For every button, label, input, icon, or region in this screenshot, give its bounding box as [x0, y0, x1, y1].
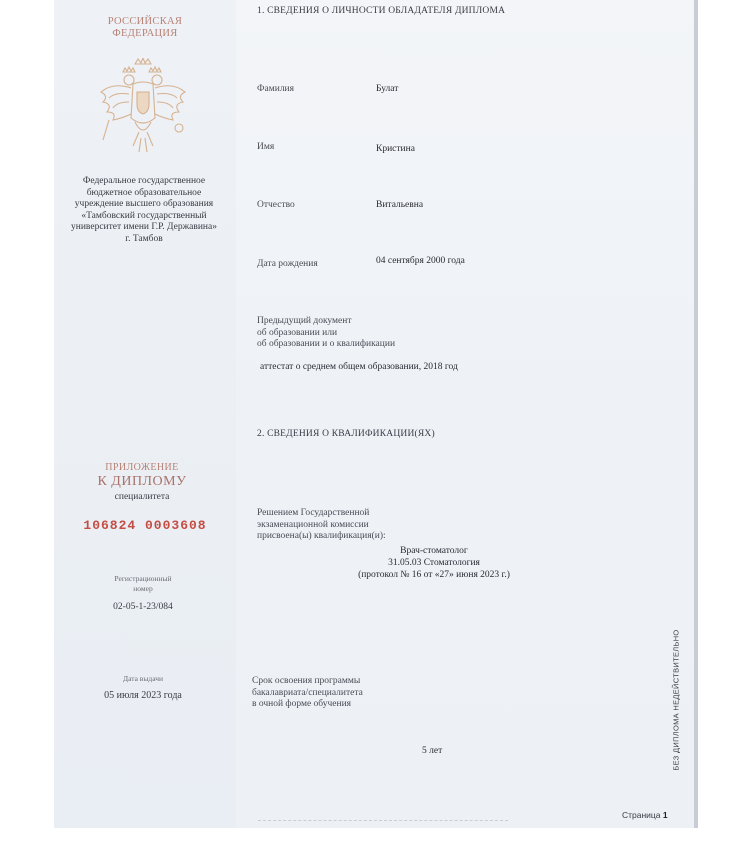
surname-value: Булат [376, 84, 399, 94]
validity-note-text: БЕЗ ДИПЛОМА НЕДЕЙСТВИТЕЛЬНО [671, 629, 681, 771]
patronymic-value: Витальевна [376, 200, 424, 210]
page-edge [694, 0, 698, 828]
dob-label: Дата рождения [257, 259, 318, 269]
serial-number: 106824 0003608 [83, 518, 207, 533]
page-indicator [622, 810, 668, 820]
patronymic-label: Отчество [257, 200, 295, 210]
bottom-divider [258, 820, 508, 821]
name-value: Кристина [376, 144, 415, 154]
registration-number: 02-05-1-23/084 [113, 602, 173, 612]
university-line: г. Тамбов [125, 233, 163, 244]
specialty-value: 31.05.03 Стоматология [388, 558, 480, 568]
qualification-value: Врач-стоматолог [400, 546, 468, 556]
section-2-heading: 2. СВЕДЕНИЯ О КВАЛИФИКАЦИИ(ЯХ) [257, 429, 435, 439]
validity-note [669, 625, 683, 775]
previous-document-label-line: Предыдущий документ [257, 316, 352, 326]
section-1-heading: 1. СВЕДЕНИЯ О ЛИЧНОСТИ ОБЛАДАТЕЛЯ ДИПЛОМА [257, 6, 506, 16]
commission-decision-line: Решением Государственной [257, 508, 370, 518]
duration-value: 5 лет [422, 746, 443, 756]
country-title [90, 16, 200, 40]
university-name [62, 176, 226, 245]
university-line: университет имени Г.Р. Державина» [71, 222, 217, 232]
country-line-2: ФЕДЕРАЦИЯ [112, 28, 178, 39]
supplement-title: ПРИЛОЖЕНИЕ [105, 462, 179, 473]
supplement-level: специалитета [114, 492, 170, 502]
previous-document-label-line: об образовании и о квалификации [257, 339, 396, 349]
duration-label-line: Срок освоения программы [252, 676, 361, 686]
dob-value: 04 сентября 2000 года [376, 256, 465, 266]
page-number: 1 [662, 810, 668, 820]
commission-decision [257, 508, 386, 543]
supplement-subtitle: К ДИПЛОМУ [97, 474, 187, 489]
duration-label [252, 676, 363, 711]
commission-decision-line: присвоена(ы) квалификация(и): [257, 531, 386, 541]
university-line: бюджетное образовательное [86, 187, 202, 198]
issue-date: 05 июля 2023 года [104, 690, 182, 701]
university-line: учреждение высшего образования [74, 199, 214, 209]
previous-document-value: аттестат о среднем общем образовании, 2018 год [260, 362, 458, 372]
previous-document-label-line: об образовании или [257, 327, 338, 338]
coat-of-arms-emblem-icon [95, 58, 191, 162]
previous-document-label [257, 316, 395, 351]
registration-label [98, 574, 188, 594]
protocol-value: (протокол № 16 от «27» июня 2023 г.) [358, 570, 510, 580]
university-line: Федеральное государственное [82, 176, 206, 186]
duration-label-line: бакалавриата/специалитета [252, 687, 363, 698]
university-line: «Тамбовский государственный [81, 210, 207, 221]
country-line-1: РОССИЙСКАЯ [107, 16, 183, 27]
registration-label-line-1: Регистрационный [114, 574, 172, 583]
name-label: Имя [257, 142, 275, 152]
surname-label: Фамилия [257, 84, 295, 94]
page-label: Страница [622, 810, 661, 820]
commission-decision-line: экзаменационной комиссии [257, 519, 369, 530]
issue-date-label: Дата выдачи [122, 674, 164, 683]
duration-label-line: в очной форме обучения [252, 699, 352, 709]
registration-label-line-2: номер [133, 584, 153, 593]
